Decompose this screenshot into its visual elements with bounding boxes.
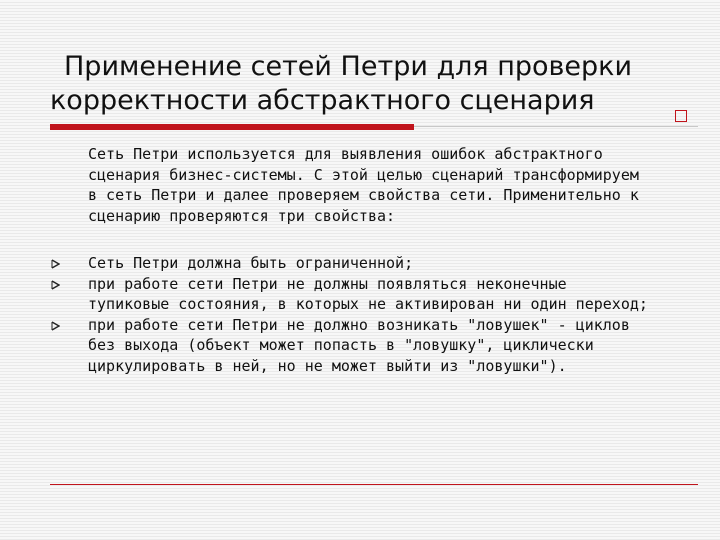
arrow-bullet-icon	[51, 259, 60, 269]
slide-title-line-2: корректности абстрактного сценария	[50, 85, 595, 116]
bullet-list	[88, 253, 648, 376]
arrow-bullet-icon	[51, 321, 60, 331]
bullet-text: при работе сети Петри не должны появляться неконечные тупиковые состояния, в которых не активирован ни один переход;	[88, 274, 648, 313]
decorative-square-icon	[675, 110, 687, 122]
intro-paragraph: Сеть Петри используется для выявления ошибок абстрактного сценария бизнес-системы. С этой целью сценарий трансформируем в сеть Петри и далее проверяем свойства сети. Применительно к сценарию проверяются три свойства:	[88, 145, 639, 225]
bullet-text: при работе сети Петри не должно возникать "ловушек" - циклов без выхода (объект может попасть в "ловушку", циклически циркулировать в ней, но не может выйти из "ловушки").	[88, 315, 630, 375]
title-underline-accent	[50, 124, 414, 130]
footer-rule	[50, 484, 698, 485]
bullet-item	[88, 274, 648, 315]
slide-title-line-1: Применение сетей Петри для проверки	[64, 51, 633, 82]
bullet-item	[88, 253, 648, 274]
bullet-text: Сеть Петри должна быть ограниченной;	[88, 254, 414, 272]
slide-title	[50, 50, 690, 118]
arrow-bullet-icon	[51, 280, 60, 290]
bullet-item	[88, 315, 648, 377]
slide-body	[88, 144, 648, 376]
